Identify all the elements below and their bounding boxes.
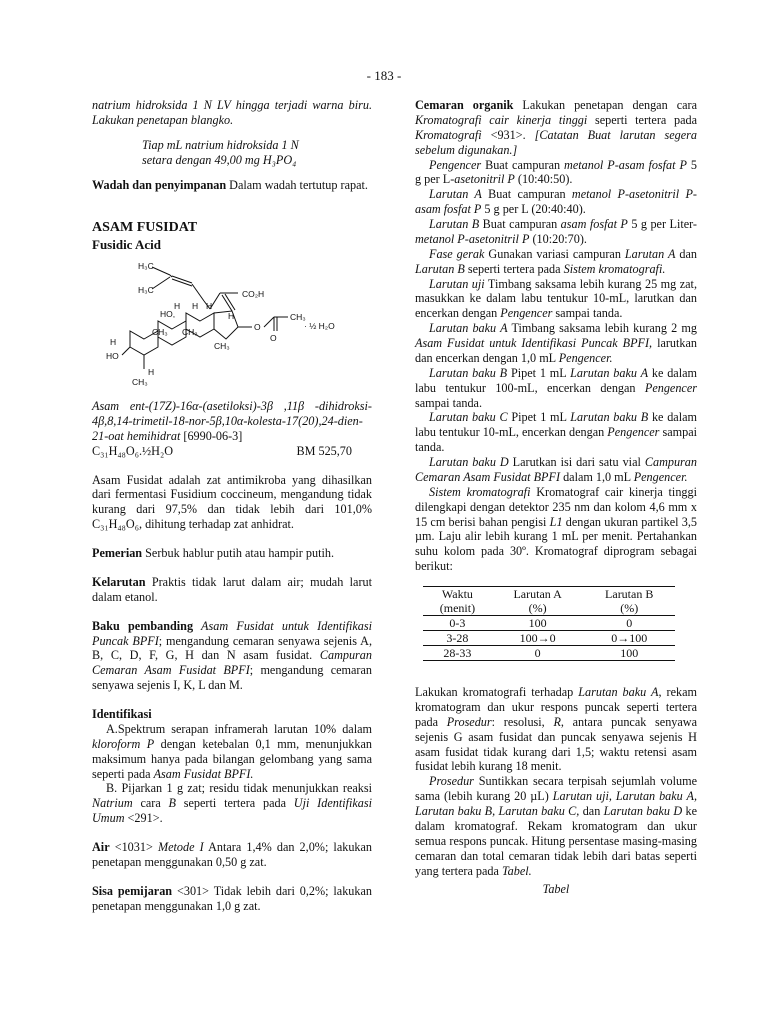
- lakukan-kromatografi-paragraph: Lakukan kromatografi terhadap Larutan baku A, rekam kromatogram dan ukur respons puncak seperti tertera pada Prosedur: resolusi, R, antara puncak senyawa sejenis G asam fusidat dan puncak senyawa sejenis H asam fusidat tidak kurang dari 1,5; waktu retensi asam fusidat lebih kurang 18 menit.: [415, 685, 698, 774]
- header-cell: (%): [583, 601, 675, 616]
- pemerian-paragraph: Pemerian Serbuk hablur putih atau hampir putih.: [92, 546, 335, 561]
- sistem-kromatografi-paragraph: Sistem kromatografi Kromatograf cair kinerja tinggi dilengkapi dengan detektor 235 nm dan kolom 4,6 mm x 15 cm berisi bahan pengisi L1 dengan ukuran partikel 3,5 µm. Laju alir lebih kurang 1 mL per menit. Pertahankan suhu kolom pada 30º. Kromatograf diprogram sebagai berikut:: [415, 484, 697, 574]
- label-ch3-b: CH₃: [182, 327, 198, 338]
- intro-paragraph: natrium hidroksida 1 N LV hingga terjadi warna biru. Lakukan penetapan blangko.: [92, 98, 372, 127]
- fase-gerak-paragraph: Fase gerak Gunakan variasi campuran Larutan A dan Larutan B seperti tertera pada Sistem kromatografi.: [415, 246, 697, 276]
- molecular-formula: C₃₁H₄₈O₆.½H₂O: [92, 443, 174, 458]
- table-row: [423, 616, 675, 631]
- label-h3: H: [174, 301, 181, 312]
- larutan-baku-b-paragraph: Larutan baku B Pipet 1 mL Larutan baku A ke dalam labu tentukur 100-mL, encerkan dengan Pengencer sampai tanda.: [415, 365, 697, 410]
- identifikasi-heading: Identifikasi: [92, 707, 152, 722]
- formula-line-2: setara dengan 49,00 mg H₃PO₄: [142, 152, 297, 167]
- label-ch3-d: CH₃: [132, 377, 148, 388]
- label-co2h: CO₂H: [242, 289, 265, 300]
- table-row: [423, 646, 675, 661]
- larutan-baku-a-paragraph: Larutan baku A Timbang saksama lebih kurang 2 mg Asam Fusidat untuk Identifikasi Puncak BPFI, larutkan dan encerkan dengan 1,0 mL Pengencer.: [415, 321, 697, 365]
- table-cell: 100→0: [492, 631, 584, 646]
- table-cell: 100: [492, 616, 584, 631]
- table-cell: 28-33: [423, 646, 492, 661]
- monograph-title: ASAM FUSIDAT: [92, 220, 198, 236]
- label-o-2: O: [270, 333, 277, 344]
- air-paragraph: Air <1031> Metode I Antara 1,4% dan 2,0%; lakukan penetapan menggunakan 0,50 g zat.: [92, 840, 373, 869]
- chemical-structure: [92, 257, 372, 395]
- prosedur-paragraph: Prosedur Suntikkan secara terpisah sejumlah volume sama (lebih kurang 20 µL) Larutan uji, Larutan baku A, Larutan baku B, Larutan baku C, dan Larutan baku D ke dalam kromatograf. Rekam kromatogram dan ukur semua respons puncak. Hitung persentase masing-masing cemaran dan total cemaran tidak lebih dari batas seperti yang tertera pada Tabel.: [415, 774, 697, 878]
- chemical-name: Asam ent-(17Z)-16α-(asetiloksi)-3β ,11β -dihidroksi-4β,8,14-trimetil-18-nor-5β,10α-kolesta-17(20),24-dien-21-oat hemihidrat [6990-06-3]: [92, 399, 372, 443]
- label-hydrate: · ½ H₂O: [304, 321, 335, 332]
- wadah-paragraph: Wadah dan penyimpanan Dalam wadah tertutup rapat.: [92, 177, 368, 192]
- pengencer-paragraph: Pengencer Buat campuran metanol P-asam fosfat P 5 g per L-asetonitril P (10:40:50).: [415, 157, 697, 187]
- header-cell: (%): [492, 601, 584, 616]
- left-column: [92, 98, 372, 914]
- identifikasi-a: A.Spektrum serapan inframerah larutan 10% dalam kloroform P dengan ketebalan 0,1 mm, menunjukkan maksimum hanya pada bilangan gelombang yang sama seperti pada Asam Fusidat BPFI.: [92, 721, 373, 781]
- label-o: O: [254, 322, 261, 333]
- page-number: - 183 -: [366, 68, 402, 83]
- table-cell: 3-28: [423, 631, 492, 646]
- tabel-caption: Tabel: [542, 882, 570, 897]
- header-cell: Larutan B: [583, 587, 675, 602]
- description-paragraph: Asam Fusidat adalah zat antimikroba yang dihasilkan dari fermentasi Fusidium coccineum, mengandung tidak kurang dari 97,5% dan tidak lebih dari 101,0% C₃₁H₄₈O₆, dihitung terhadap zat anhidrat.: [92, 472, 372, 532]
- table-cell: 0: [583, 616, 675, 631]
- right-column: [415, 98, 697, 897]
- label-h6: H: [148, 367, 155, 378]
- formula-weight-row: [92, 444, 372, 459]
- larutan-baku-c-paragraph: Larutan baku C Pipet 1 mL Larutan baku B ke dalam labu tentukur 10-mL, encerkan dengan Pengencer sampai tanda.: [415, 410, 697, 455]
- table-cell: 0: [492, 646, 584, 661]
- larutan-uji-paragraph: Larutan uji Timbang saksama lebih kurang 25 mg zat, masukkan ke dalam labu tentukur 10-mL, larutkan dan encerkan dengan Pengencer sampai tanda.: [415, 276, 697, 321]
- label-h2: H: [206, 301, 213, 312]
- header-cell: Waktu: [423, 587, 492, 602]
- gradient-table: [423, 586, 675, 661]
- molecular-weight: BM 525,70: [296, 443, 352, 458]
- baku-paragraph: Baku pembanding Asam Fusidat untuk Identifikasi Puncak BPFI; mengandung cemaran senyawa sejenis A, B, C, D, F, G, H dan N asam fusidat. Campuran Cemaran Asam Fusidat BPFI; mengandung cemaran senyawa sejenis I, K, L dan M.: [92, 618, 372, 693]
- table-cell: 0→100: [583, 631, 675, 646]
- label-h1: H: [192, 301, 199, 312]
- sisa-pemijaran-paragraph: Sisa pemijaran <301> Tidak lebih dari 0,2%; lakukan penetapan menggunakan 1,0 g zat.: [92, 883, 372, 913]
- table-header-row: [423, 587, 675, 602]
- label-h3c-mid: H₃C: [138, 285, 154, 296]
- table-cell: 100: [583, 646, 675, 661]
- identifikasi-b: B. Pijarkan 1 g zat; residu tidak menunjukkan reaksi Natrium cara B seperti tertera pada Uji Identifikasi Umum <291>.: [92, 781, 372, 826]
- larutan-a-paragraph: Larutan A Buat campuran metanol P-asetonitril P-asam fosfat P 5 g per L (20:40:40).: [415, 187, 697, 217]
- larutan-b-paragraph: Larutan B Buat campuran asam fosfat P 5 g per Liter-metanol P-asetonitril P (10:20:70).: [415, 217, 697, 246]
- label-ch3-a: CH₃: [152, 327, 168, 338]
- label-ho-bottom: HO: [106, 351, 119, 362]
- formula-line-1: Tiap mL natrium hidroksida 1 N: [142, 137, 299, 152]
- cemaran-paragraph: Cemaran organik Lakukan penetapan dengan cara Kromatografi cair kinerja tinggi seperti tertera pada Kromatografi <931>. [Catatan Buat larutan segera sebelum digunakan.]: [415, 98, 698, 157]
- label-ch3-e: CH₃: [290, 312, 306, 323]
- larutan-baku-d-paragraph: Larutan baku D Larutkan isi dari satu vial Campuran Cemaran Asam Fusidat BPFI dalam 1,0 mL Pengencer.: [415, 455, 697, 484]
- label-h4: H: [228, 311, 235, 322]
- kelarutan-paragraph: Kelarutan Praktis tidak larut dalam air; mudah larut dalam etanol.: [92, 574, 372, 604]
- label-ho-top: HO,: [160, 309, 176, 320]
- table-row: [423, 631, 675, 646]
- header-cell: (menit): [423, 601, 492, 616]
- table-cell: 0-3: [423, 616, 492, 631]
- monograph-subtitle: Fusidic Acid: [92, 237, 161, 253]
- table-header-row: [423, 601, 675, 616]
- label-ch3-c: CH₃: [214, 341, 230, 352]
- label-h3c-top: H₃C: [138, 261, 154, 272]
- label-h5: H: [110, 337, 117, 348]
- header-cell: Larutan A: [492, 587, 584, 602]
